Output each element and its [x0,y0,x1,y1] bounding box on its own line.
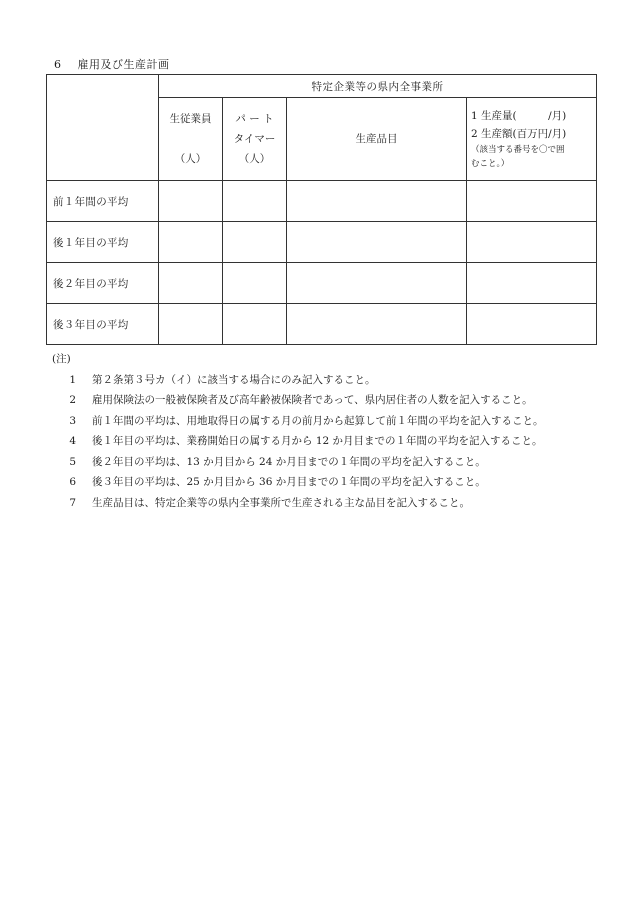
input-cell-part-timers[interactable] [223,181,287,222]
note-item: 1 第２条第３号カ（イ）に該当する場合にのみ記入すること。 [69,373,376,386]
input-cell-products[interactable] [287,222,467,263]
input-cell-production[interactable] [467,181,597,222]
col-header-products: 生産品目 [287,98,467,181]
input-cell-employees[interactable] [159,263,223,304]
input-cell-employees[interactable] [159,304,223,345]
input-cell-employees[interactable] [159,181,223,222]
col-header-employees: 生従業員 （人） [159,98,223,181]
section-heading [54,56,170,72]
note-item: 5 後２年目の平均は、13 か月目から 24 か月目までの１年間の平均を記入すること。 [69,455,486,468]
row-label: 前１年間の平均 [47,181,159,222]
table-row [47,222,597,263]
notes-section [50,349,544,513]
note-item: 6 後３年目の平均は、25 か月目から 36 か月目までの１年間の平均を記入すること。 [69,476,486,488]
corner-cell [47,75,159,181]
input-cell-part-timers[interactable] [223,304,287,345]
note-item: 3 前１年間の平均は、用地取得日の属する月の前月から起算して前１年間の平均を記入すること。 [69,414,544,427]
row-label: 後３年目の平均 [47,304,159,345]
input-cell-production[interactable] [467,263,597,304]
input-cell-production[interactable] [467,222,597,263]
row-label: 後２年目の平均 [47,263,159,304]
input-cell-products[interactable] [287,263,467,304]
group-header: 特定企業等の県内全事業所 [159,75,597,98]
table-row [47,304,597,345]
col-header-part-timers: パ ー ト タイマー （人） [223,98,287,181]
table-row [47,263,597,304]
input-cell-production[interactable] [467,304,597,345]
note-item: 2 雇用保険法の一般被保険者及び高年齢被保険者であって、県内居住者の人数を記入すること。 [69,394,533,406]
input-cell-part-timers[interactable] [223,263,287,304]
input-cell-employees[interactable] [159,222,223,263]
input-cell-products[interactable] [287,304,467,345]
employment-production-table [46,74,597,345]
note-item: 7 生産品目は、特定企業等の県内全事業所で生産される主な品目を記入すること。 [69,496,470,509]
section-title: 雇用及び生産計画 [77,58,170,71]
input-cell-part-timers[interactable] [223,222,287,263]
section-number: 6 [54,58,62,71]
table-row [47,181,597,222]
notes-title: (注) [52,353,71,365]
input-cell-products[interactable] [287,181,467,222]
col-header-production: 1 生産量( /月) 2 生産額(百万円/月) （該当する番号を〇で囲 むこと。） [467,98,597,181]
note-item: 4 後１年目の平均は、業務開始日の属する月から 12 か月目までの１年間の平均を記入すること。 [69,435,543,447]
row-label: 後１年目の平均 [47,222,159,263]
